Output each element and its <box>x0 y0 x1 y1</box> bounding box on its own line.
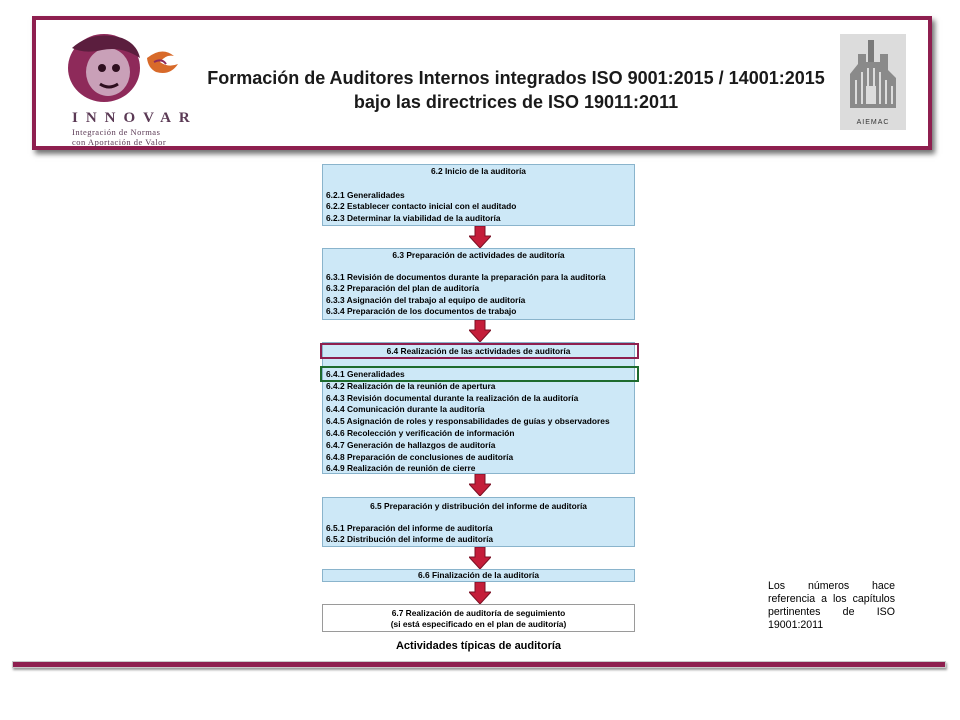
box-title: 6.2 Inicio de la auditoría <box>431 166 526 176</box>
box-subtitle: (si está especificado en el plan de auditoría) <box>390 619 567 630</box>
box-6-6 <box>322 569 635 582</box>
innovar-tagline-2: con Aportación de Valor <box>72 137 167 147</box>
box-items <box>326 190 516 224</box>
box-title: 6.3 Preparación de actividades de auditoría <box>392 250 565 260</box>
box-title: 6.6 Finalización de la auditoría <box>417 570 539 580</box>
aiemac-logo <box>840 34 906 130</box>
list-item: 6.2.3 Determinar la viabilidad de la auditoría <box>326 212 501 223</box>
list-item: 6.3.3 Asignación del trabajo al equipo de auditoría <box>326 294 526 305</box>
list-item: 6.3.2 Preparación del plan de auditoría <box>326 283 480 294</box>
list-item: 6.3.1 Revisión de documentos durante la preparación para la auditoría <box>326 272 606 282</box>
box-title: 6.7 Realización de auditoría de seguimiento <box>391 608 566 618</box>
list-item: 6.5.1 Preparación del informe de auditoría <box>326 523 493 533</box>
box-6-4 <box>322 342 635 474</box>
innovar-word: INNOVAR <box>72 110 198 126</box>
aiemac-label: AIEMAC <box>856 119 890 126</box>
highlight-frame-6-4 <box>320 343 639 359</box>
footer-bar <box>12 661 946 668</box>
aiemac-building-icon <box>840 34 906 114</box>
box-6-5 <box>322 497 635 547</box>
innovar-tagline-1: Integración de Normas <box>72 127 161 137</box>
list-item: 6.3.4 Preparación de los documentos de trabajo <box>326 306 517 317</box>
box-6-7 <box>322 604 635 632</box>
box-items <box>326 272 606 318</box>
down-arrow-icon <box>469 226 491 248</box>
innovar-mask-icon <box>52 28 192 106</box>
list-item: 6.5.2 Distribución del informe de auditoría <box>326 534 494 545</box>
box-6-3 <box>322 248 635 320</box>
list-item: 6.4.3 Revisión documental durante la realización de la auditoría <box>326 392 579 403</box>
list-item: 6.4.9 Realización de reunión de cierre <box>326 463 476 474</box>
list-item: 6.4.5 Asignación de roles y responsabilidades de guías y observadores <box>326 416 610 427</box>
diagram-caption: Actividades típicas de auditoría <box>395 640 562 652</box>
down-arrow-icon <box>469 474 491 496</box>
reference-note: Los números hace referencia a los capítulos pertinentes de ISO 19001:2011 <box>768 580 895 631</box>
down-arrow-icon <box>469 582 491 604</box>
innovar-logo-text <box>72 110 198 147</box>
highlight-frame-6-4-1 <box>320 366 639 382</box>
box-6-2 <box>322 164 635 226</box>
list-item: 6.4.8 Preparación de conclusiones de auditoría <box>326 451 514 462</box>
down-arrow-icon <box>469 547 491 569</box>
page-title: Formación de Auditores Internos integrados ISO 9001:2015 / 14001:2015 bajo las directrices de ISO 19011:2011 <box>207 68 825 112</box>
list-item: 6.4.1 Generalidades <box>326 369 405 379</box>
list-item: 6.2.1 Generalidades <box>326 190 405 200</box>
box-items <box>326 523 493 546</box>
innovar-logo <box>52 28 212 146</box>
box-title: 6.4 Realización de las actividades de auditoría <box>386 346 571 356</box>
box-items <box>326 369 610 475</box>
header-banner <box>32 16 932 150</box>
down-arrow-icon <box>469 320 491 342</box>
box-title: 6.5 Preparación y distribución del informe de auditoría <box>370 501 587 511</box>
list-item: 6.2.2 Establecer contacto inicial con el auditado <box>326 201 517 212</box>
list-item: 6.4.7 Generación de hallazgos de auditoría <box>326 439 496 450</box>
list-item: 6.4.2 Realización de la reunión de apertura <box>326 380 496 391</box>
list-item: 6.4.6 Recolección y verificación de información <box>326 427 515 438</box>
list-item: 6.4.4 Comunicación durante la auditoría <box>326 404 485 415</box>
